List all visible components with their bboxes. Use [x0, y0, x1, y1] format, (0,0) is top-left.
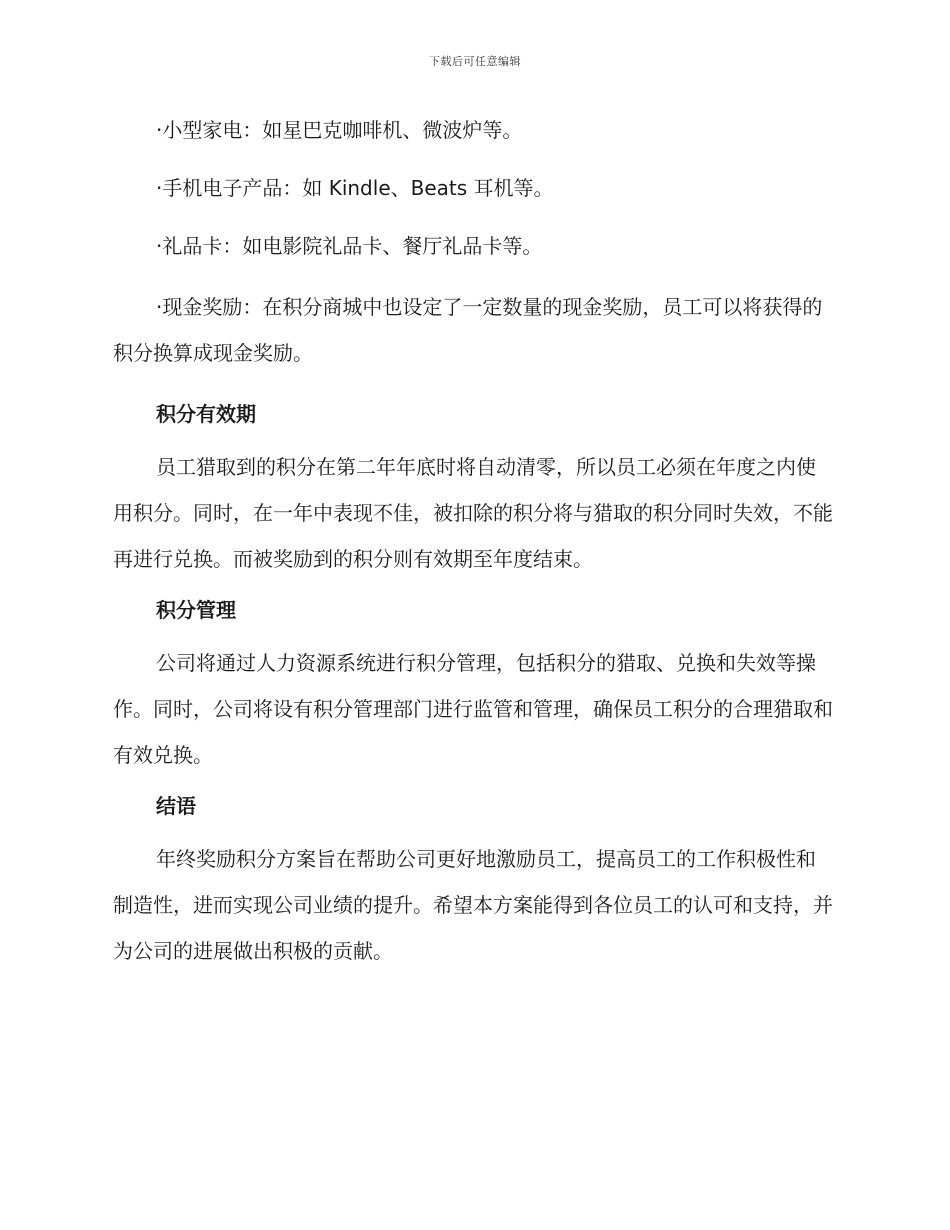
bullet-cash-reward: ·现金奖励：在积分商城中也设定了一定数量的现金奖励，员工可以将获得的积分换算成现金奖励。 [113, 295, 823, 365]
section-paragraph: 年终奖励积分方案旨在帮助公司更好地激励员工，提高员工的工作积极性和制造性，进而实现公司业绩的提升。希望本方案能得到各位员工的认可和支持，并为公司的进展做出积极的贡献。 [113, 847, 833, 963]
section-conclusion [113, 786, 833, 974]
section-validity [113, 394, 833, 582]
section-paragraph: 公司将通过人力资源系统进行积分管理，包括积分的猎取、兑换和失效等操作。同时，公司将设有积分管理部门进行监管和管理，确保员工积分的合理猎取和有效兑换。 [113, 651, 833, 767]
page-header: 下载后可任意编辑 [429, 55, 521, 68]
section-management [113, 590, 833, 778]
bullet-small-appliances: ·小型家电：如星巴克咖啡机、微波炉等。 [156, 118, 523, 142]
bullet-electronics: ·手机电子产品：如 Kindle、Beats 耳机等。 [156, 176, 554, 200]
bullet-gift-cards: ·礼品卡：如电影院礼品卡、餐厅礼品卡等。 [156, 234, 543, 258]
section-title: 积分管理 [156, 598, 236, 622]
document-body [113, 110, 833, 982]
section-title: 积分有效期 [156, 402, 256, 426]
section-title: 结语 [156, 794, 196, 818]
section-paragraph: 员工猎取到的积分在第二年年底时将自动清零，所以员工必须在年度之内使用积分。同时，在一年中表现不佳，被扣除的积分将与猎取的积分同时失效，不能再进行兑换。而被奖励到的积分则有效期至年度结束。 [113, 455, 833, 571]
